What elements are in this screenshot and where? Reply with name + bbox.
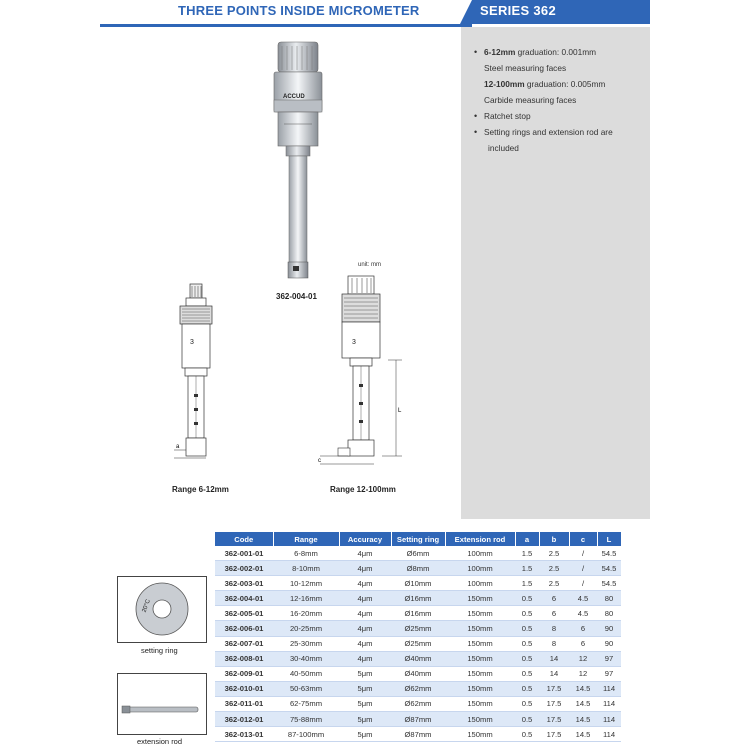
table-cell: 4μm <box>339 606 391 621</box>
series-label: SERIES 362 <box>480 3 556 18</box>
table-cell: Ø62mm <box>391 681 445 696</box>
table-cell: 8 <box>539 636 569 651</box>
table-cell-code: 362-001-01 <box>215 546 273 561</box>
feature-item: • 6-12mm graduation: 0.001mm <box>474 47 597 57</box>
table-cell: 0.5 <box>515 621 539 636</box>
table-cell: 5μm <box>339 712 391 727</box>
table-cell: 14.5 <box>569 681 597 696</box>
micrometer-12-100-drawing <box>312 262 422 472</box>
table-cell: 17.5 <box>539 727 569 742</box>
table-cell: Ø87mm <box>391 712 445 727</box>
extension-rod-label: extension rod <box>137 737 183 746</box>
table-cell: 12 <box>569 651 597 666</box>
table-cell: 150mm <box>445 606 515 621</box>
table-cell: Ø25mm <box>391 621 445 636</box>
table-cell: 12 <box>569 666 597 681</box>
table-cell: 54.5 <box>597 546 621 561</box>
table-cell: 1.5 <box>515 546 539 561</box>
table-row <box>215 696 621 711</box>
table-row <box>215 636 621 651</box>
table-cell: Ø40mm <box>391 651 445 666</box>
table-cell: 14 <box>539 651 569 666</box>
range-small-caption: Range 6-12mm <box>172 485 229 494</box>
table-cell: 97 <box>597 666 621 681</box>
spec-table <box>215 532 622 742</box>
feature-item: Steel measuring faces <box>484 63 567 73</box>
table-cell: 4μm <box>339 576 391 591</box>
table-cell: 150mm <box>445 712 515 727</box>
col-header-l: L <box>597 532 621 546</box>
table-cell: 0.5 <box>515 696 539 711</box>
table-cell: 6-8mm <box>273 546 339 561</box>
feature-item: • Setting rings and extension rod are <box>474 127 613 137</box>
table-row <box>215 666 621 681</box>
table-cell: 100mm <box>445 576 515 591</box>
table-cell: 5μm <box>339 666 391 681</box>
table-header-row <box>215 532 621 546</box>
table-cell-code: 362-004-01 <box>215 591 273 606</box>
table-cell: 0.5 <box>515 666 539 681</box>
table-cell: 17.5 <box>539 712 569 727</box>
table-cell: Ø16mm <box>391 591 445 606</box>
table-cell: 4μm <box>339 561 391 576</box>
feature-item: • Ratchet stop <box>474 111 531 121</box>
table-cell: 4.5 <box>569 606 597 621</box>
table-cell: 4μm <box>339 591 391 606</box>
table-cell-code: 362-002-01 <box>215 561 273 576</box>
feature-list <box>470 44 645 156</box>
range-large-caption: Range 12-100mm <box>330 485 396 494</box>
table-cell: 114 <box>597 712 621 727</box>
table-row <box>215 712 621 727</box>
table-row <box>215 576 621 591</box>
table-cell: 4.5 <box>569 591 597 606</box>
table-cell: Ø16mm <box>391 606 445 621</box>
table-cell: 150mm <box>445 636 515 651</box>
table-cell: 17.5 <box>539 681 569 696</box>
col-header-c: c <box>569 532 597 546</box>
table-cell: 150mm <box>445 681 515 696</box>
table-cell-code: 362-013-01 <box>215 727 273 742</box>
table-cell: 25-30mm <box>273 636 339 651</box>
table-cell: Ø87mm <box>391 727 445 742</box>
feature-item: 12-100mm graduation: 0.005mm <box>484 79 606 89</box>
svg-text:a: a <box>176 444 180 450</box>
table-cell: Ø10mm <box>391 576 445 591</box>
table-cell: 100mm <box>445 546 515 561</box>
table-cell-code: 362-005-01 <box>215 606 273 621</box>
col-header-range: Range <box>273 532 339 546</box>
table-cell: 40-50mm <box>273 666 339 681</box>
table-cell: 150mm <box>445 696 515 711</box>
main-product-code: 362-004-01 <box>276 292 317 301</box>
svg-text:c: c <box>318 458 321 464</box>
table-cell: 50-63mm <box>273 681 339 696</box>
table-cell-code: 362-011-01 <box>215 696 273 711</box>
feature-item: included <box>488 143 519 153</box>
table-cell: 150mm <box>445 666 515 681</box>
svg-text:3: 3 <box>190 339 194 346</box>
table-cell: 5μm <box>339 727 391 742</box>
col-header-code: Code <box>215 532 273 546</box>
micrometer-6-12-drawing <box>160 282 240 472</box>
table-cell: 150mm <box>445 621 515 636</box>
table-cell: 8 <box>539 621 569 636</box>
table-cell: 0.5 <box>515 681 539 696</box>
table-cell: 100mm <box>445 561 515 576</box>
table-cell: 6 <box>569 636 597 651</box>
svg-text:3: 3 <box>352 339 356 346</box>
table-cell: / <box>569 546 597 561</box>
extension-rod-box <box>117 673 207 735</box>
ring-temperature-mark: 20°C <box>141 598 152 614</box>
setting-ring-icon <box>118 577 206 642</box>
table-cell: 4μm <box>339 621 391 636</box>
col-header-extension-rod: Extension rod <box>445 532 515 546</box>
table-cell: 2.5 <box>539 561 569 576</box>
table-cell: 150mm <box>445 591 515 606</box>
table-cell: 14.5 <box>569 712 597 727</box>
table-cell: 0.5 <box>515 651 539 666</box>
table-cell: 0.5 <box>515 606 539 621</box>
table-cell: 0.5 <box>515 591 539 606</box>
table-cell: 2.5 <box>539 576 569 591</box>
table-cell: 54.5 <box>597 576 621 591</box>
table-row <box>215 546 621 561</box>
table-cell: 4μm <box>339 546 391 561</box>
table-cell: 8-10mm <box>273 561 339 576</box>
table-cell-code: 362-009-01 <box>215 666 273 681</box>
table-cell: 150mm <box>445 651 515 666</box>
table-cell: 87-100mm <box>273 727 339 742</box>
table-cell: 90 <box>597 636 621 651</box>
setting-ring-label: setting ring <box>141 646 178 655</box>
table-cell: 0.5 <box>515 727 539 742</box>
micrometer-brand: ACCUD <box>283 94 305 100</box>
table-row <box>215 606 621 621</box>
svg-text:L: L <box>398 408 402 414</box>
table-cell: 14 <box>539 666 569 681</box>
table-cell: Ø62mm <box>391 696 445 711</box>
table-cell: 80 <box>597 606 621 621</box>
feature-item: Carbide measuring faces <box>484 95 577 105</box>
col-header-a: a <box>515 532 539 546</box>
col-header-setting-ring: Setting ring <box>391 532 445 546</box>
table-row <box>215 561 621 576</box>
table-cell: / <box>569 576 597 591</box>
table-cell: 4μm <box>339 636 391 651</box>
table-cell: 114 <box>597 696 621 711</box>
table-cell-code: 362-003-01 <box>215 576 273 591</box>
table-cell: 114 <box>597 727 621 742</box>
table-cell: 114 <box>597 681 621 696</box>
table-cell-code: 362-006-01 <box>215 621 273 636</box>
table-row <box>215 727 621 742</box>
table-cell-code: 362-010-01 <box>215 681 273 696</box>
table-cell: 4μm <box>339 651 391 666</box>
table-cell: 1.5 <box>515 576 539 591</box>
col-header-accuracy: Accuracy <box>339 532 391 546</box>
table-cell: 75-88mm <box>273 712 339 727</box>
page-title: THREE POINTS INSIDE MICROMETER <box>178 3 420 18</box>
table-cell: 16-20mm <box>273 606 339 621</box>
table-row <box>215 651 621 666</box>
table-cell: 6 <box>539 591 569 606</box>
table-cell: 5μm <box>339 696 391 711</box>
col-header-b: b <box>539 532 569 546</box>
table-cell: 6 <box>569 621 597 636</box>
micrometer-main-illustration <box>260 38 340 288</box>
table-cell: / <box>569 561 597 576</box>
table-cell: 0.5 <box>515 712 539 727</box>
table-cell-code: 362-012-01 <box>215 712 273 727</box>
extension-rod-icon <box>118 674 206 734</box>
table-cell: 62-75mm <box>273 696 339 711</box>
table-cell: 0.5 <box>515 636 539 651</box>
setting-ring-box <box>117 576 207 643</box>
table-cell: Ø6mm <box>391 546 445 561</box>
table-cell: 30-40mm <box>273 651 339 666</box>
table-cell: 10-12mm <box>273 576 339 591</box>
table-cell: 80 <box>597 591 621 606</box>
unit-note: unit: mm <box>358 262 382 268</box>
table-row <box>215 681 621 696</box>
table-cell: 6 <box>539 606 569 621</box>
table-cell: 5μm <box>339 681 391 696</box>
table-cell: Ø25mm <box>391 636 445 651</box>
table-cell: 97 <box>597 651 621 666</box>
table-cell: 54.5 <box>597 561 621 576</box>
table-cell: 17.5 <box>539 696 569 711</box>
table-cell: 2.5 <box>539 546 569 561</box>
table-cell: 90 <box>597 621 621 636</box>
table-cell: 12-16mm <box>273 591 339 606</box>
table-cell: 1.5 <box>515 561 539 576</box>
table-cell: 14.5 <box>569 727 597 742</box>
table-cell-code: 362-007-01 <box>215 636 273 651</box>
table-cell-code: 362-008-01 <box>215 651 273 666</box>
table-row <box>215 621 621 636</box>
table-cell: 14.5 <box>569 696 597 711</box>
table-cell: 20-25mm <box>273 621 339 636</box>
table-row <box>215 591 621 606</box>
table-cell: Ø40mm <box>391 666 445 681</box>
table-cell: 150mm <box>445 727 515 742</box>
table-cell: Ø8mm <box>391 561 445 576</box>
